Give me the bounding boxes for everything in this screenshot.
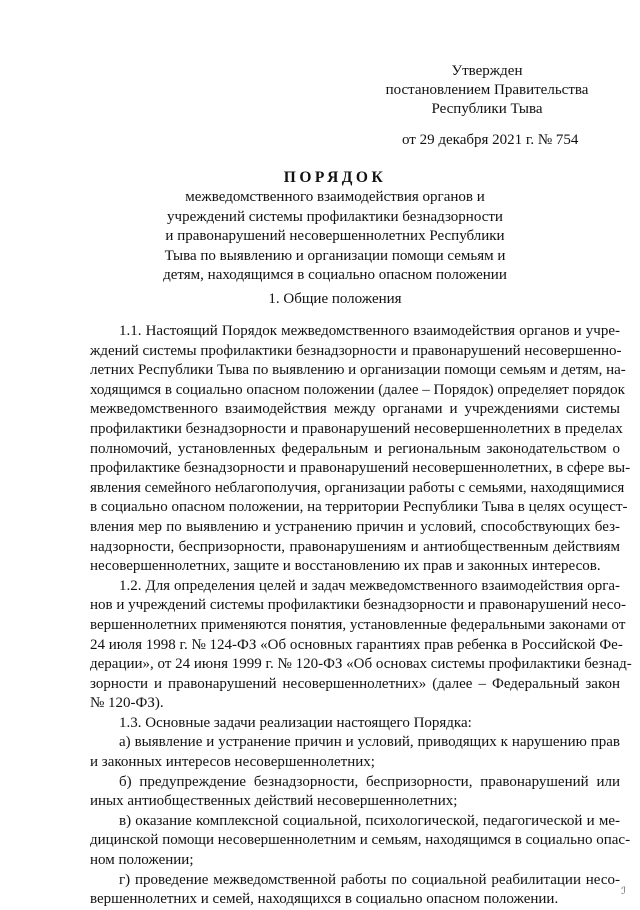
document-body (90, 322, 632, 910)
body-line: 1.3. Основные задачи реализации настоящего Порядка: (119, 714, 472, 731)
body-line: дерации», от 24 июня 1999 г. № 120-ФЗ «Об основах системы профилактики безнад- (90, 656, 632, 673)
body-line: профилактики безнадзорности и правонарушений несовершеннолетних в пределах (90, 420, 623, 437)
body-line: в) оказание комплексной социальной, психологической, педагогической и ме- (119, 812, 620, 829)
body-line: межведомственного взаимодействия между органами и учреждениями системы (90, 401, 620, 418)
body-line: вершеннолетних и семей, находящихся в социально опасном положении. (90, 891, 559, 908)
body-line: несовершеннолетних, защите и восстановлению их прав и законных интересов. (90, 558, 601, 575)
body-line: г) проведение межведомственной работы по социальной реабилитации несо- (119, 871, 620, 888)
body-line: № 120-ФЗ). (90, 695, 164, 712)
body-line: ходящимся в социально опасном положении (далее – Порядок) определяет порядок (90, 381, 625, 398)
title-subtitle-line: учреждений системы профилактики безнадзорности (167, 208, 503, 225)
body-line: иных антиобщественных действий несовершеннолетних; (90, 793, 458, 810)
approval-region: Республики Тыва (431, 101, 543, 117)
approval-block (372, 62, 602, 150)
body-line: зорности и правонарушений несовершеннолетних» (далее – Федеральный закон (90, 675, 620, 692)
section-heading: 1. Общие положения (268, 291, 402, 307)
corner-mark: ℐ (621, 886, 626, 897)
title-subtitle-line: межведомственного взаимодействия органов и (185, 189, 485, 205)
approval-label: Утвержден (451, 63, 523, 79)
body-line: вершеннолетних применяются понятия, установленные федеральными законами от (90, 616, 626, 633)
body-line: летних Республики Тыва по выявлению и организации помощи семьям и детям, на- (90, 362, 626, 379)
body-line: ном положении; (90, 852, 194, 869)
body-line: 24 июля 1998 г. № 124-ФЗ «Об основных гарантиях прав ребенка в Российской Фе- (90, 636, 623, 653)
title-subtitle-line: детям, находящимся в социально опасном положении (163, 267, 507, 283)
body-line: а) выявление и устранение причин и условий, приводящих к нарушению прав (119, 734, 620, 751)
body-line: явления семейного неблагополучия, организации работы с семьями, находящимися (90, 479, 625, 496)
body-line: профилактике безнадзорности и правонарушений несовершеннолетних, в сфере вы- (90, 460, 631, 477)
body-line: ждений системы профилактики безнадзорности и правонарушений несовершенно- (90, 342, 622, 359)
title-subtitle-line: Тыва по выявлению и организации помощи семьям и (164, 247, 506, 264)
body-line: вления мер по выявлению и устранению причин и условий, способствующих без- (90, 518, 620, 535)
body-line: надзорности, беспризорности, правонарушениям и антиобщественным действиям (90, 538, 620, 555)
approval-authority: постановлением Правительства (385, 82, 589, 98)
title-block (90, 168, 580, 286)
approval-date: от 29 декабря 2021 г. № 754 (402, 132, 579, 148)
body-line: 1.2. Для определения целей и задач межведомственного взаимодействия орга- (119, 577, 620, 594)
body-line: 1.1. Настоящий Порядок межведомственного взаимодействия органов и учре- (119, 323, 620, 339)
body-line: и законных интересов несовершеннолетних; (90, 754, 375, 771)
body-line: полномочий, установленных федеральным и региональным законодательством о (90, 440, 620, 457)
title-subtitle-line: и правонарушений несовершеннолетних Республики (165, 228, 505, 244)
body-line: б) предупреждение безнадзорности, беспризорности, правонарушений или (119, 773, 620, 790)
body-line: нов и учреждений системы профилактики безнадзорности и правонарушений несо- (90, 597, 626, 614)
document-title: ПОРЯДОК (283, 169, 387, 186)
body-line: дицинской помощи несовершеннолетним и семьям, находящимся в социально опас- (90, 832, 631, 849)
body-line: в социально опасном положении, на территории Республики Тыва в целях осущест- (90, 499, 628, 516)
